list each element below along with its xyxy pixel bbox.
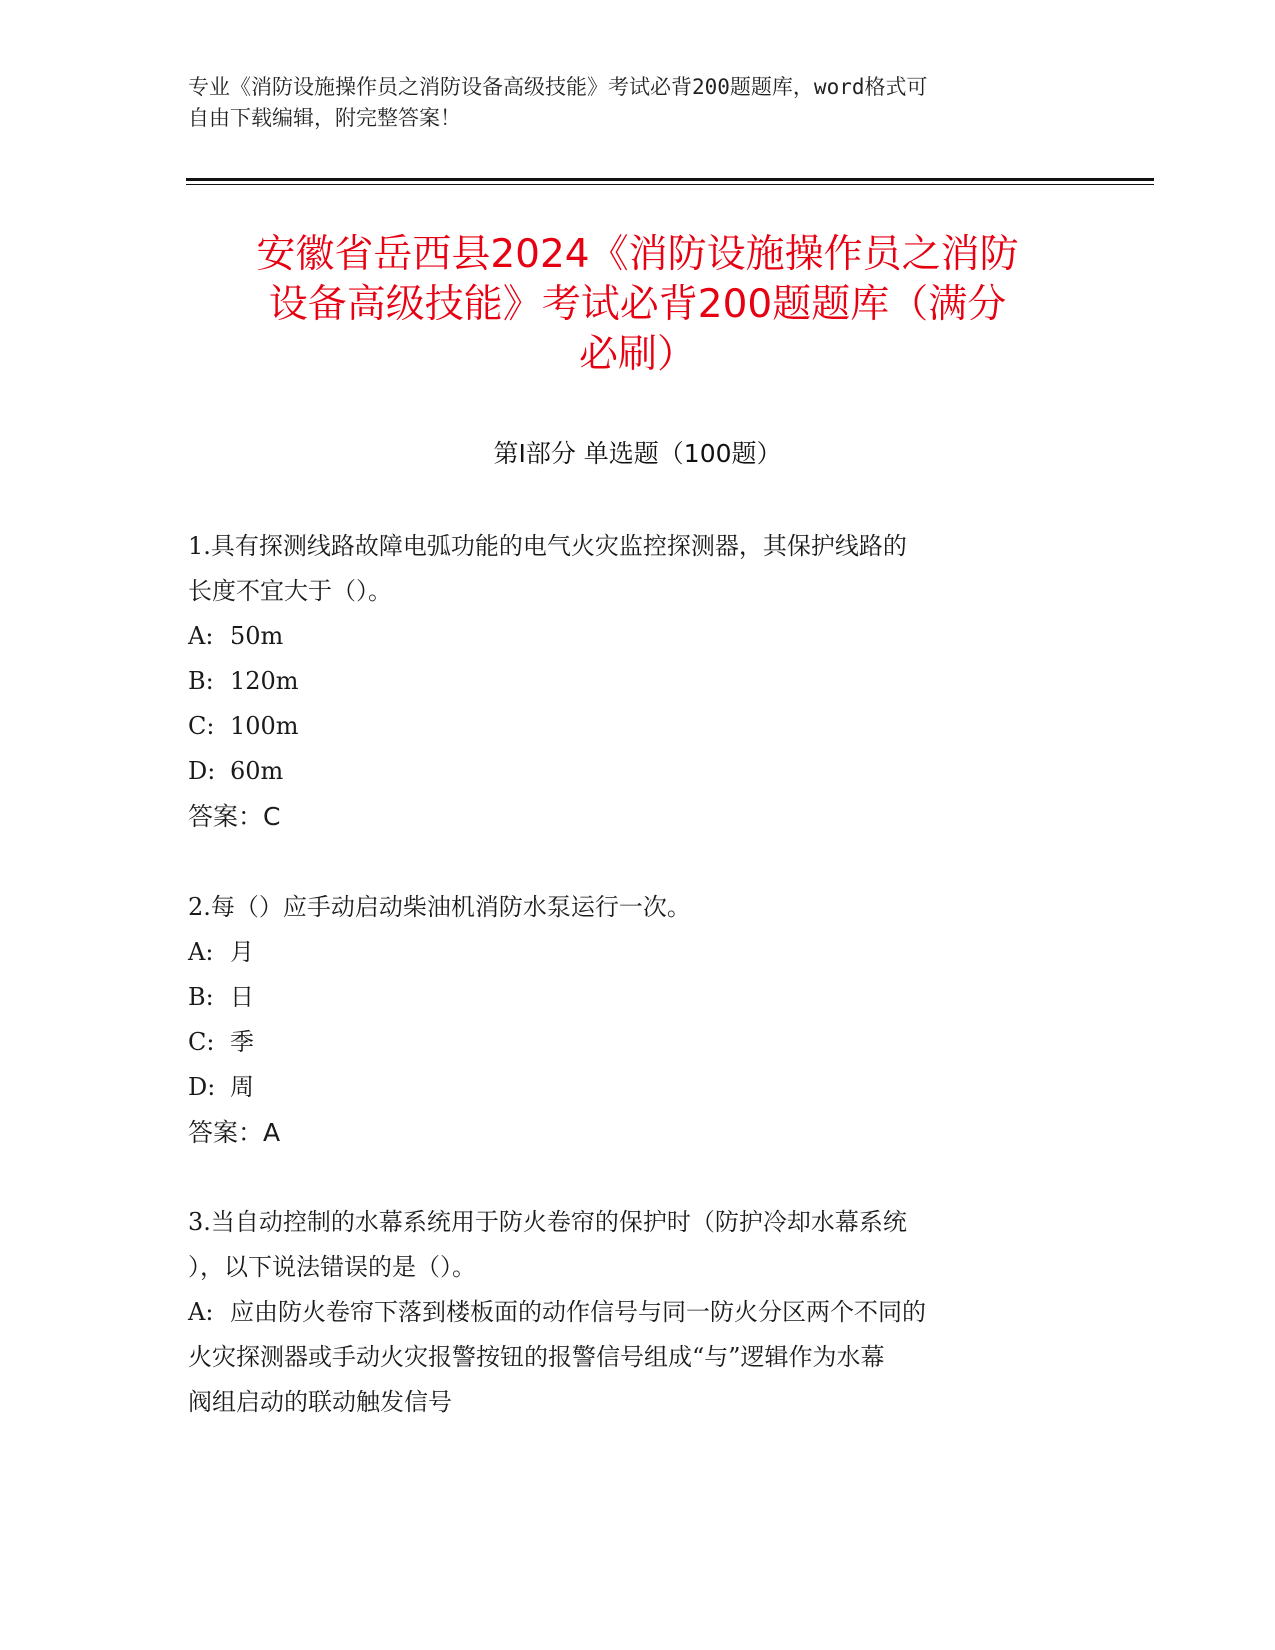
- option-letter: C:: [188, 1028, 215, 1056]
- option-letter: A:: [188, 1298, 214, 1326]
- answer-label: 答案：A: [188, 1118, 281, 1147]
- option-text: 120m: [230, 667, 299, 695]
- option-text: 月: [230, 938, 254, 966]
- question-stem: 长度不宜大于（）。: [188, 577, 392, 605]
- option-a-continued: 火灾探测器或手动火灾报警按钮的报警信号组成“与”逻辑作为水幕: [188, 1343, 885, 1371]
- option-text: 100m: [230, 712, 299, 740]
- option-d: [188, 1065, 1088, 1110]
- option-text: 60m: [230, 757, 284, 785]
- section-heading: 第I部分 单选题（100题）: [493, 439, 782, 468]
- option-text: 50m: [230, 622, 284, 650]
- header-note-line: 专业《消防设施操作员之消防设备高级技能》考试必背200题题库，word格式可: [188, 75, 928, 99]
- option-d: [188, 749, 1088, 794]
- option-letter: B:: [188, 667, 214, 695]
- option-letter: D:: [188, 1073, 216, 1101]
- header-note: [188, 72, 1068, 134]
- option-text: 日: [230, 983, 254, 1011]
- question-stem: 1.具有探测线路故障电弧功能的电气火灾监控探测器，其保护线路的: [188, 532, 907, 560]
- option-letter: D:: [188, 757, 216, 785]
- option-letter: B:: [188, 983, 214, 1011]
- option-text: 季: [230, 1028, 254, 1056]
- question-stem: ），以下说法错误的是（）。: [188, 1253, 476, 1281]
- option-c: [188, 704, 1088, 749]
- question-3: [188, 1200, 1088, 1425]
- option-a: [188, 1290, 1088, 1335]
- answer-label: 答案：C: [188, 802, 281, 831]
- option-b: [188, 975, 1088, 1020]
- title-line: 安徽省岳西县2024《消防设施操作员之消防: [256, 232, 1019, 277]
- option-a: [188, 930, 1088, 975]
- option-letter: A:: [188, 938, 214, 966]
- question-2: [188, 885, 1088, 1155]
- header-divider-thick: [186, 178, 1154, 181]
- option-letter: A:: [188, 622, 214, 650]
- option-a: [188, 614, 1088, 659]
- title-line: 设备高级技能》考试必背200题题库（满分: [268, 282, 1007, 327]
- header-divider-thin: [186, 184, 1154, 185]
- header-note-line: 自由下载编辑，附完整答案！: [188, 106, 461, 130]
- option-b: [188, 659, 1088, 704]
- title-line: 必刷）: [578, 332, 696, 377]
- question-stem: 2.每（）应手动启动柴油机消防水泵运行一次。: [188, 893, 691, 921]
- option-a-continued: 阀组启动的联动触发信号: [188, 1388, 452, 1416]
- option-letter: C:: [188, 712, 215, 740]
- option-text: 应由防火卷帘下落到楼板面的动作信号与同一防火分区两个不同的: [230, 1298, 926, 1326]
- option-text: 周: [230, 1073, 254, 1101]
- question-1: [188, 524, 1088, 839]
- option-c: [188, 1020, 1088, 1065]
- question-stem: 3.当自动控制的水幕系统用于防火卷帘的保护时（防护冷却水幕系统: [188, 1208, 907, 1236]
- document-title: [160, 230, 1115, 380]
